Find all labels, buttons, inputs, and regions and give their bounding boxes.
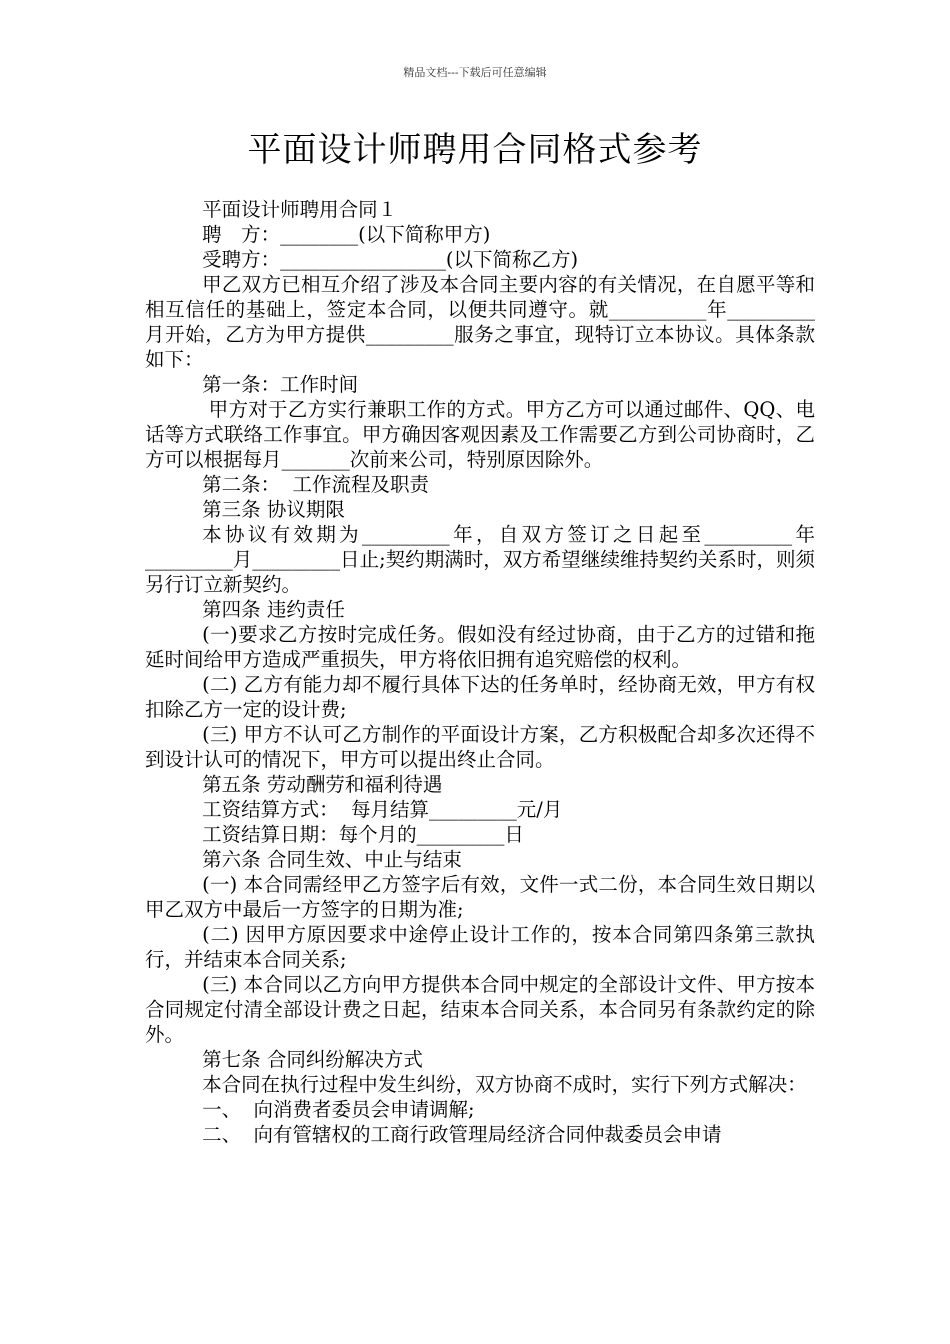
article-5-salary-date: 工资结算日期：每个月的_________日 [202, 823, 524, 846]
article-2-heading: 第二条： 工作流程及职责 [202, 473, 430, 496]
paragraph-employer: 聘 方：________(以下简称甲方) [202, 223, 491, 246]
article-7-option-2: 二、 向有管辖权的工商行政管理局经济合同仲裁委员会申请 [202, 1123, 722, 1146]
paragraph-contract-name: 平面设计师聘用合同１ [202, 198, 398, 221]
article-5-heading: 第五条 劳动酬劳和福利待遇 [202, 773, 443, 796]
article-3-text: 本协议有效期为_________年，自双方签订之日起至_________年_________月_________日止;契约期满时，双方希望继续维持契约关系时，则须另行订立新契约。 [145, 523, 815, 596]
article-7-option-1: 一、 向消费者委员会申请调解; [202, 1098, 475, 1121]
contract-body [145, 197, 815, 1147]
article-6-clause-2: (二) 因甲方原因要求中途停止设计工作的，按本合同第四条第三款执行，并结束本合同关系; [145, 923, 815, 971]
document-title: 平面设计师聘用合同格式参考 [247, 130, 703, 170]
page-header-note: 精品文档---下载后可任意编辑 [403, 66, 547, 79]
article-4-clause-2: (二) 乙方有能力却不履行具体下达的任务单时，经协商无效，甲方有权扣除乙方一定的设计费; [145, 673, 815, 721]
article-6-clause-3: (三) 本合同以乙方向甲方提供本合同中规定的全部设计文件、甲方按本合同规定付清全部设计费之日起，结束本合同关系，本合同另有条款约定的除外。 [145, 973, 815, 1046]
article-6-heading: 第六条 合同生效、中止与结束 [202, 848, 462, 871]
article-1-text: 甲方对于乙方实行兼职工作的方式。甲方乙方可以通过邮件、QQ、电话等方式联络工作事宜。甲方确因客观因素及工作需要乙方到公司协商时，乙方可以根据每月_______次前来公司，特别原因除外。 [145, 398, 815, 471]
article-3-heading: 第三条 协议期限 [202, 498, 345, 521]
article-4-heading: 第四条 违约责任 [202, 598, 345, 621]
article-4-clause-1: (一)要求乙方按时完成任务。假如没有经过协商，由于乙方的过错和拖延时间给甲方造成严重损失，甲方将依旧拥有追究赔偿的权利。 [145, 623, 815, 671]
article-5-salary-method: 工资结算方式： 每月结算_________元/月 [202, 798, 563, 821]
article-1-heading: 第一条：工作时间 [202, 373, 359, 396]
paragraph-preamble: 甲乙双方已相互介绍了涉及本合同主要内容的有关情况，在自愿平等和相互信任的基础上，签定本合同，以便共同遵守。就__________年_________月开始，乙方为甲方提供_________服务之事宜，现特订立本协议。具体条款如下： [145, 273, 815, 371]
article-7-heading: 第七条 合同纠纷解决方式 [202, 1048, 423, 1071]
paragraph-employee: 受聘方：_________________(以下简称乙方) [202, 248, 579, 271]
article-4-clause-3: (三) 甲方不认可乙方制作的平面设计方案，乙方积极配合却多次还得不到设计认可的情况下，甲方可以提出终止合同。 [145, 723, 815, 771]
article-7-text: 本合同在执行过程中发生纠纷，双方协商不成时，实行下列方式解决： [202, 1073, 807, 1096]
article-6-clause-1: (一) 本合同需经甲乙方签字后有效，文件一式二份，本合同生效日期以甲乙双方中最后一方签字的日期为准; [145, 873, 815, 921]
